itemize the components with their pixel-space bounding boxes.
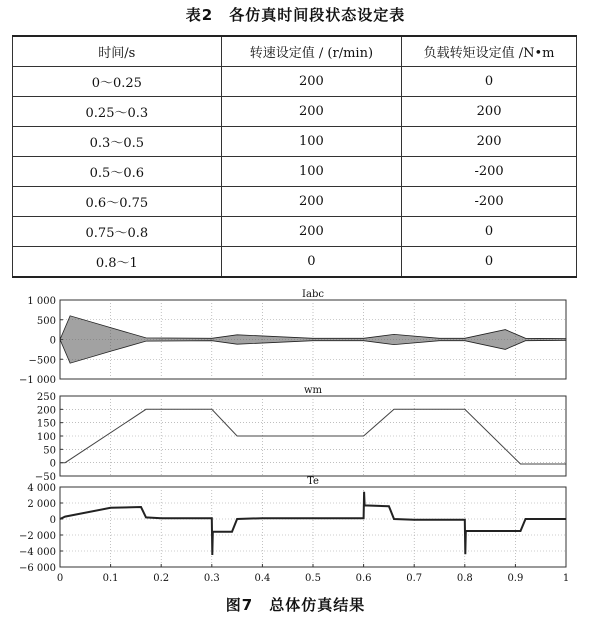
x-tick-label: 0.5: [305, 573, 321, 584]
cell-speed: 200: [221, 67, 401, 97]
x-tick-label: 0.4: [254, 573, 271, 584]
figure-caption: 图7 总体仿真结果: [225, 596, 366, 614]
x-tick-label: 0.6: [355, 573, 372, 584]
table-row: [13, 97, 577, 127]
y-tick-label: 200: [36, 405, 56, 417]
plot-title: Iabc: [302, 289, 324, 300]
x-tick-label: 0.3: [203, 573, 220, 584]
y-tick-label: 0: [49, 458, 56, 470]
header-speed: 转速设定值 / (r/min): [221, 36, 401, 67]
y-tick-label: 0: [49, 335, 56, 347]
y-tick-label: −1 000: [18, 375, 56, 386]
cell-torque: 200: [402, 127, 577, 157]
plot-title: Te: [307, 476, 319, 487]
cell-speed: 200: [221, 97, 401, 127]
settings-table: [12, 35, 577, 278]
y-tick-label: 1 000: [27, 296, 56, 307]
cell-torque: 0: [402, 217, 577, 247]
x-tick-label: 0.2: [153, 573, 170, 584]
y-tick-label: 150: [36, 418, 56, 430]
y-tick-label: −6 000: [18, 563, 56, 574]
x-tick-label: 0.1: [102, 573, 119, 584]
cell-torque: 0: [402, 247, 577, 278]
cell-time: 0.25～0.3: [13, 97, 222, 127]
cell-time: 0.5～0.6: [13, 157, 222, 187]
table-row: [13, 187, 577, 217]
y-tick-label: 0: [49, 515, 56, 526]
y-tick-label: 100: [36, 432, 56, 443]
y-tick-label: −50: [34, 472, 56, 483]
cell-torque: 200: [402, 97, 577, 127]
cell-torque: -200: [402, 157, 577, 187]
plot-title: wm: [303, 385, 323, 396]
cell-time: 0～0.25: [13, 67, 222, 97]
cell-speed: 200: [221, 187, 401, 217]
x-tick-label: 1: [562, 573, 570, 584]
y-tick-label: −500: [28, 355, 56, 367]
y-tick-label: 2 000: [27, 499, 56, 510]
x-tick-label: 0.9: [507, 573, 524, 584]
table-row: [13, 247, 577, 278]
table-row: [13, 217, 577, 247]
y-tick-label: −2 000: [18, 531, 56, 542]
y-tick-label: −4 000: [18, 547, 56, 558]
cell-speed: 100: [221, 157, 401, 187]
table-row: [13, 157, 577, 187]
cell-torque: -200: [402, 187, 577, 217]
table-caption: 表2 各仿真时间段状态设定表: [185, 6, 406, 24]
y-tick-label: 500: [36, 315, 56, 327]
header-torque: 负载转矩设定值 /N•m: [402, 36, 577, 67]
cell-time: 0.8～1: [13, 247, 222, 278]
cell-time: 0.3～0.5: [13, 127, 222, 157]
table-row: [13, 67, 577, 97]
y-tick-label: 50: [43, 445, 56, 457]
cell-speed: 200: [221, 217, 401, 247]
y-tick-label: 4 000: [27, 483, 56, 494]
table-row: [13, 127, 577, 157]
cell-time: 0.6～0.75: [13, 187, 222, 217]
simulation-figure: [0, 283, 591, 593]
cell-time: 0.75～0.8: [13, 217, 222, 247]
y-tick-label: 250: [36, 392, 56, 403]
x-tick-label: 0.8: [456, 573, 473, 584]
cell-speed: 100: [221, 127, 401, 157]
x-tick-label: 0.7: [406, 573, 423, 584]
table-header-row: [13, 36, 577, 67]
header-time: 时间/s: [13, 36, 222, 67]
cell-torque: 0: [402, 67, 577, 97]
x-tick-label: 0: [56, 573, 64, 584]
cell-speed: 0: [221, 247, 401, 278]
